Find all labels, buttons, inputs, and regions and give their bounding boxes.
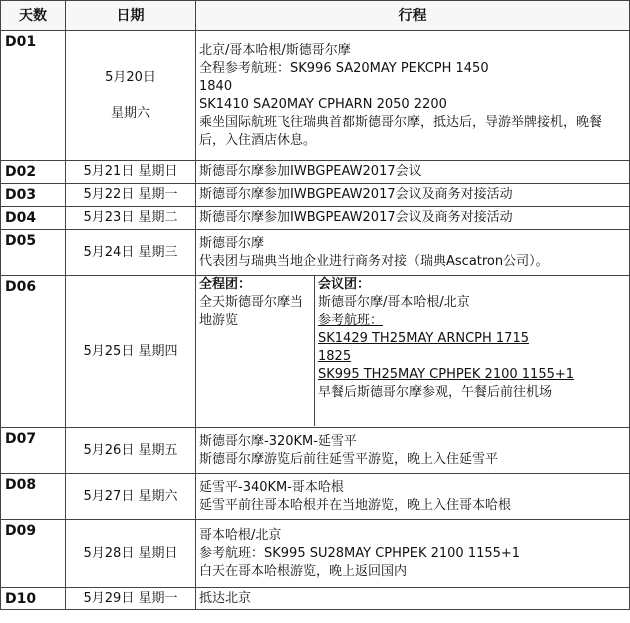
day-cell: D09 (1, 520, 66, 588)
itinerary-line: 参考航班： (318, 313, 384, 328)
date-cell: 5月22日 星期一 (66, 184, 196, 207)
itinerary-line: 1825 (318, 349, 352, 364)
conference-tour-title: 会议团： (318, 277, 371, 292)
itinerary-line: 早餐后斯德哥尔摩参观，午餐后前往机场 (318, 385, 553, 400)
itinerary-line: 乘坐国际航班飞往瑞典首都斯德哥尔摩，抵达后，导游举牌接机，晚餐后，入住酒店休息。 (199, 114, 603, 148)
header-day: 天数 (1, 1, 66, 31)
day-cell: D08 (1, 474, 66, 520)
table-row (1, 31, 630, 161)
split-itinerary (196, 276, 629, 426)
table-row (1, 474, 630, 520)
conference-tour-column (315, 276, 630, 426)
header-itinerary: 行程 (196, 1, 630, 31)
itinerary-cell (196, 31, 630, 161)
table-row (1, 161, 630, 184)
itinerary-line: 全程参考航班：SK996 SA20MAY PEKCPH 1450 (199, 60, 489, 76)
table-row (1, 520, 630, 588)
day-cell: D07 (1, 428, 66, 474)
date-cell: 5月28日 星期日 (66, 520, 196, 588)
itinerary-line: 白天在哥本哈根游览，晚上返回国内 (199, 563, 408, 579)
itinerary-cell (196, 161, 630, 184)
date-text: 5月20日 (105, 69, 156, 85)
itinerary-line: 全天斯德哥尔摩当地游览 (199, 295, 304, 328)
date-cell: 5月23日 星期二 (66, 207, 196, 230)
table-row (1, 230, 630, 276)
itinerary-line: 延雪平前往哥本哈根并在当地游览，晚上入住哥本哈根 (199, 497, 512, 513)
date-cell: 5月26日 星期五 (66, 428, 196, 474)
date-cell: 5月27日 星期六 (66, 474, 196, 520)
table-row (1, 184, 630, 207)
itinerary-line: SK995 TH25MAY CPHPEK 2100 1155+1 (318, 367, 575, 382)
header-date: 日期 (66, 1, 196, 31)
itinerary-line: 斯德哥尔摩 (199, 235, 265, 251)
header-row (1, 1, 630, 31)
itinerary-line: 斯德哥尔摩/哥本哈根/北京 (318, 295, 470, 310)
day-cell: D02 (1, 161, 66, 184)
date-cell: 5月24日 星期三 (66, 230, 196, 276)
itinerary-line: SK1410 SA20MAY CPHARN 2050 2200 (199, 96, 447, 112)
itinerary-cell (196, 230, 630, 276)
day-cell: D04 (1, 207, 66, 230)
itinerary-line: 参考航班：SK995 SU28MAY CPHPEK 2100 1155+1 (199, 545, 521, 561)
itinerary-line: 斯德哥尔摩-320KM-延雪平 (199, 433, 357, 449)
itinerary-cell (196, 520, 630, 588)
day-cell: D05 (1, 230, 66, 276)
date-cell: 5月25日 星期四 (66, 276, 196, 428)
itinerary-line: 斯德哥尔摩参加IWBGPEAW2017会议 (199, 164, 422, 179)
itinerary-cell (196, 184, 630, 207)
table-row (1, 428, 630, 474)
date-cell: 5月29日 星期一 (66, 588, 196, 610)
table-row (1, 588, 630, 610)
day-cell: D06 (1, 276, 66, 428)
itinerary-line: 1840 (199, 78, 233, 94)
itinerary-line: SK1429 TH25MAY ARNCPH 1715 (318, 331, 529, 346)
itinerary-cell (196, 207, 630, 230)
full-tour-column (196, 276, 315, 426)
itinerary-line: 北京/哥本哈根/斯德哥尔摩 (199, 42, 351, 58)
table-row (1, 207, 630, 230)
day-cell: D03 (1, 184, 66, 207)
itinerary-line: 斯德哥尔摩参加IWBGPEAW2017会议及商务对接活动 (199, 210, 513, 225)
date-cell: 5月21日 星期日 (66, 161, 196, 184)
itinerary-line: 代表团与瑞典当地企业进行商务对接（瑞典Ascatron公司）。 (199, 253, 549, 269)
itinerary-cell (196, 588, 630, 610)
full-tour-title: 全程团： (199, 277, 252, 292)
itinerary-cell (196, 428, 630, 474)
date-cell (66, 31, 196, 161)
itinerary-cell (196, 276, 630, 428)
itinerary-line: 斯德哥尔摩游览后前往延雪平游览，晚上入住延雪平 (199, 451, 499, 467)
itinerary-line: 斯德哥尔摩参加IWBGPEAW2017会议及商务对接活动 (199, 187, 513, 202)
itinerary-line: 哥本哈根/北京 (199, 527, 282, 543)
weekday-text: 星期六 (110, 105, 150, 121)
itinerary-line: 抵达北京 (199, 590, 252, 606)
day-cell: D10 (1, 588, 66, 610)
day-cell: D01 (1, 31, 66, 161)
itinerary-line: 延雪平-340KM-哥本哈根 (199, 479, 344, 495)
table-row (1, 276, 630, 428)
itinerary-cell (196, 474, 630, 520)
